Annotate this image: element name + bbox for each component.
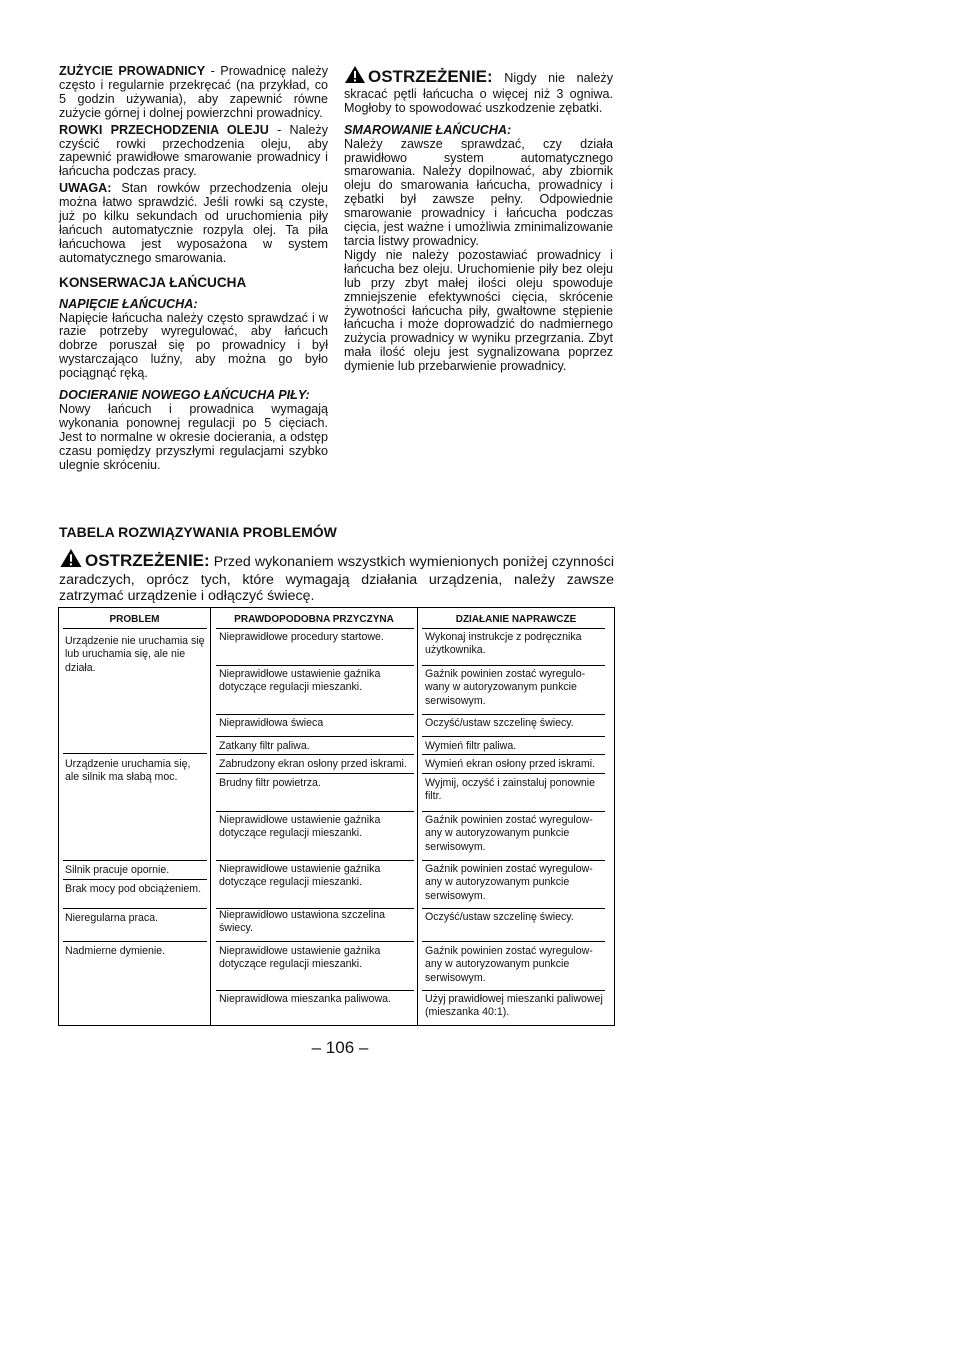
table-cell-problem: Nadmierne dymienie. [65,945,166,957]
troubleshooting-warning: OSTRZEŻENIE: Przed wykonaniem wszystkich wymienionych poniżej czynności zaradczych, oprócz tych, które wymagają działania urządzenia, należy zawsze zatrzymać urządzenie i odłączyć świecę. [59,548,614,604]
table-cell-action: Wymień filtr paliwa. [425,740,517,752]
subheading-chain-tension: NAPIĘCIE ŁAŃCUCHA: [59,296,198,311]
row-divider [216,941,414,942]
row-divider [216,811,414,812]
table-cell-action: Wymień ekran osłony przed iskrami. [425,758,596,770]
subheading-chain-lubrication: SMAROWANIE ŁAŃCUCHA: [344,122,512,137]
column-header-action: DZIAŁANIE NAPRAWCZE [455,614,577,625]
row-divider [63,628,207,629]
table-cell-problem: Urządzenie nie uruchamia się lub uruchamia się, ale nie działa. [65,635,205,674]
table-cell-cause: Brudny filtr powietrza. [219,777,321,789]
row-divider [216,754,414,755]
row-divider [216,990,414,991]
table-cell-cause: Zatkany filtr paliwa. [219,740,310,752]
table-cell-cause: Nieprawidłowo ustawiona szczelina świecy. [219,909,386,935]
row-divider [216,860,414,861]
row-divider [63,908,207,909]
warning-triangle-icon [344,65,366,88]
left-column [59,65,328,472]
table-cell-action: Oczyść/ustaw szczelinę świecy. [425,911,574,923]
table-cell-action: Wykonaj instrukcje z podręcznika użytkownika. [425,631,582,657]
table-cell-action: Gaźnik powinien zostać wyregulow-any w autoryzowanym punkcie serwisowym. [425,814,593,853]
row-divider [422,811,605,812]
table-cell-problem: Brak mocy pod obciążeniem. [65,883,202,895]
section-heading-chain-maintenance: KONSERWACJA ŁAŃCUCHA [59,274,247,290]
column-header-cause: PRAWDOPODOBNA PRZYCZYNA [234,614,394,625]
paragraph-new-chain: Nowy łańcuch i prowadnica wymagają wykonania ponownej regulacji po 5 cięciach. Jest to normalne w okresie docierania, a odstęp czasu pomiędzy przyszłymi regulacjami szybko ulegnie skróceniu. [59,401,328,472]
paragraph-bar-wear: ZUŻYCIE PROWADNICY - Prowadnicę należy często i regularnie przekręcać (na przykład, co 5 godzin używania), aby zapewnić równe zużycie górnej i dolnej powierzchni prowadnicy. [59,64,328,120]
row-divider [63,941,207,942]
paragraph-oil-grooves: ROWKI PRZECHODZENIA OLEJU - Należy czyścić rowki przechodzenia oleju, aby zapewnić prawidłowe smarowanie prowadnicy i łańcucha podczas pracy. [59,122,328,179]
row-divider [422,736,605,737]
column-header-problem: PROBLEM [109,614,160,625]
table-cell-action: Gaźnik powinien zostać wyregulow-any w autoryzowanym punkcie serwisowym. [425,945,593,984]
paragraph-note: UWAGA: Stan rowków przechodzenia oleju można łatwo sprawdzić. Jeśli rowki są czyste, już po kilku sekundach od uruchomienia piły łańcuch automatycznie rozpyla olej. Ta piła łańcuchowa jest wyposażona w system automatycznego smarowania. [59,181,328,265]
row-divider [422,754,605,755]
table-cell-problem: Silnik pracuje opornie. [65,864,170,876]
table-cell-action: Wyjmij, oczyść i zainstaluj ponownie filtr. [425,777,596,803]
row-divider [422,714,605,715]
troubleshooting-table [58,607,615,1026]
column-divider [210,608,211,1025]
row-divider [422,908,605,909]
row-divider [422,860,605,861]
table-cell-cause: Nieprawidłowe ustawienie gaźnika dotyczące regulacji mieszanki. [219,668,381,694]
table-cell-cause: Nieprawidłowe ustawienie gaźnika dotyczące regulacji mieszanki. [219,814,381,840]
table-cell-problem: Nieregularna praca. [65,912,159,924]
page-number: – 106 – [311,1038,369,1057]
table-cell-cause: Nieprawidłowe ustawienie gaźnika dotyczące regulacji mieszanki. [219,945,381,971]
row-divider [216,628,414,629]
table-cell-cause: Zabrudzony ekran osłony przed iskrami. [219,758,407,770]
paragraph-chain-tension: Napięcie łańcucha należy często sprawdzać i w razie potrzeby wyregulować, aby łańcuch dobrze poruszał się po prowadnicy i był wystarczająco luźny, aby można go było pociągnąć ręką. [59,310,328,381]
row-divider [63,860,207,861]
table-cell-cause: Nieprawidłowa świeca [219,717,324,729]
row-divider [422,990,605,991]
row-divider [216,736,414,737]
row-divider [422,773,605,774]
column-divider [417,608,418,1025]
right-column [344,65,613,374]
row-divider [422,628,605,629]
row-divider [422,665,605,666]
row-divider [63,753,207,754]
row-divider [63,879,207,880]
row-divider [216,714,414,715]
paragraph-no-oil: Nigdy nie należy pozostawiać prowadnicy i łańcucha bez oleju. Uruchomienie piły bez oleju lub przy zbyt małej ilości oleju spowoduje zmniejszenie efektywności cięcia, skrócenie żywotności łańcucha piły, gwałtowne stępienie łańcucha i może doprowadzić do nadmiernego zużycia prowadnicy w wyniku przegrzania. Zbyt mała ilość oleju jest sygnalizowana poprzez dymienie lub przebarwienie prowadnicy. [344,247,613,374]
table-cell-action: Użyj prawidłowej mieszanki paliwowej (mieszanka 40:1). [425,993,603,1019]
warning-triangle-icon [59,548,83,572]
table-cell-problem: Urządzenie uruchamia się, ale silnik ma słabą moc. [65,758,191,784]
troubleshooting-table-title: TABELA ROZWIĄZYWANIA PROBLEMÓW [59,524,337,540]
table-cell-action: Gaźnik powinien zostać wyregulow-any w autoryzowanym punkcie serwisowym. [425,863,593,902]
subheading-new-chain-break-in: DOCIERANIE NOWEGO ŁAŃCUCHA PIŁY: [59,388,310,403]
table-cell-cause: Nieprawidłowe procedury startowe. [219,631,384,643]
row-divider [216,665,414,666]
row-divider [216,773,414,774]
table-cell-cause: Nieprawidłowa mieszanka paliwowa. [219,993,391,1005]
table-cell-cause: Nieprawidłowe ustawienie gaźnika dotyczące regulacji mieszanki. [219,863,381,889]
table-cell-action: Oczyść/ustaw szczelinę świecy. [425,717,574,729]
paragraph-lubrication-check: Należy zawsze sprawdzać, czy działa prawidłowo system automatycznego smarowania. Należy dopilnować, aby zbiornik oleju do smarowania łańcucha, prowadnicy i zębatki był zawsze pełny. Odpowiednie smarowanie prowadnicy i łańcucha podczas cięcia, jest ważne i umożliwia zminimalizowanie tarcia listwy prowadnicy. [344,136,613,248]
table-cell-action: Gaźnik powinien zostać wyregulo-wany w autoryzowanym punkcie serwisowym. [425,668,586,707]
row-divider [422,941,605,942]
warning-chain-shortening: OSTRZEŻENIE: Nigdy nie należy skracać pętli łańcucha o więcej niż 3 ogniwa. Mogłoby to spowodować uszkodzenie zębatki. [344,67,613,115]
